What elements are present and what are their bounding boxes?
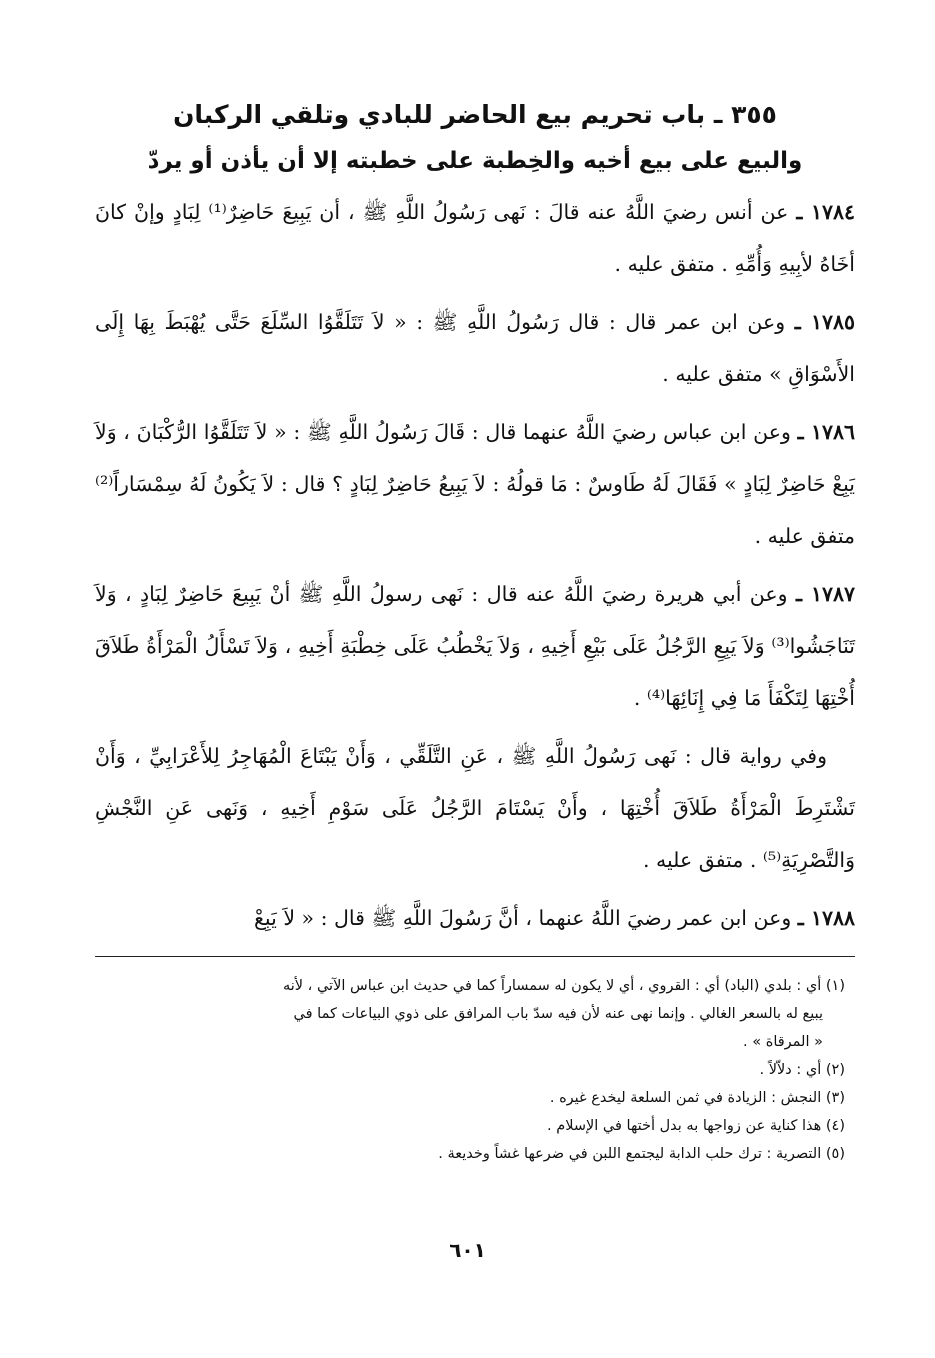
hadith-text: وفي رواية قال : نَهى رَسُولُ اللَّهِ ﷺ ، عَنِ التَّلَقِّي ، وَأَنْ يَبْتَاعَ الْمُهَاجِرُ لِلأَعْرَابِيِّ ، وَأَنْ تَشْتَرِطَ الْمَرْأَةُ طَلاَقَ أُخْتِهَا ، وأَنْ يَسْتَامَ الرَّجُلُ عَلَى سَوْمِ أَخِيهِ ، وَنَهى عَنِ النَّجْشِ وَالتَّصْرِيَةِ⁽⁵⁾ . متفق عليه . <box>95 744 855 872</box>
footnote-marker: (٣) <box>825 1090 845 1106</box>
hadith-text: وعن ابن عمر رضيَ اللَّهُ عنهما ، أنَّ رَسُولَ اللَّهِ ﷺ قال : « لاَ يَبِعْ <box>254 906 792 930</box>
footnote-2 <box>95 1056 845 1084</box>
hadith-1784 <box>95 186 855 290</box>
footnote-text-cont: يبيع له بالسعر الغالي . وإنما نهى عنه لأن فيه سدّ باب المرافق على ذوي البياعات كما في <box>293 1006 823 1022</box>
hadith-1787-variant <box>95 730 855 886</box>
hadith-text: عن أنس رضيَ اللَّهُ عنه قالَ : نَهى رَسُولُ اللَّهِ ﷺ ، أن يَبِيعَ حَاضِرٌ⁽¹⁾ لِبَادٍ وإنْ كانَ أخَاهُ لأبِيهِ وَأُمِّهِ . متفق عليه . <box>95 200 855 276</box>
footnote-marker: (٤) <box>825 1118 845 1134</box>
footnote-text: أي : دلاّلاً . <box>759 1062 822 1078</box>
hadith-1785 <box>95 296 855 400</box>
footnote-text: التصرية : ترك حلب الدابة ليجتمع اللبن في ضرعها غشاً وخديعة . <box>438 1146 822 1162</box>
footnote-5 <box>95 1140 845 1168</box>
footnote-3 <box>95 1084 845 1112</box>
hadith-1788 <box>95 892 855 944</box>
chapter-title-line1: ٣٥٥ ـ باب تحريم بيع الحاضر للبادي وتلقي الركبان <box>173 100 777 129</box>
hadith-number: ١٧٨٨ ـ <box>797 906 855 930</box>
footnote-text-cont: « المرقاة » . <box>743 1034 823 1050</box>
hadith-1786 <box>95 406 855 562</box>
footnote-4 <box>95 1112 845 1140</box>
page-number: ٦٠١ <box>449 1238 486 1262</box>
footnote-1 <box>95 972 845 1056</box>
hadith-1787 <box>95 568 855 724</box>
hadith-text: وعن ابن عمر قال : قال رَسُولُ اللَّهِ ﷺ : « لاَ تَتَلَقَّوُا السِّلَعَ حَتَّى يُهْبَطَ بِهَا إِلَى الأَسْوَاقِ » متفق عليه . <box>95 310 855 386</box>
footnote-marker: (٥) <box>825 1146 845 1162</box>
chapter-title-line2: والبيع على بيع أخيه والخِطبة على خطبته إلا أن يأذن أو يردّ <box>147 148 803 174</box>
page-body <box>95 92 855 950</box>
hadith-text: وعن أبي هريرة رضيَ اللَّهُ عنه قال : نَهى رسولُ اللَّهِ ﷺ أنْ يَبِيعَ حَاضِرٌ لِبَادٍ ، وَلاَ تَنَاجَشُوا⁽³⁾ وَلاَ يَبِعِ الرَّجُلُ عَلَى بَيْعِ أَخِيهِ ، وَلاَ يَخْطُبُ عَلَى خِطْبَةِ أَخِيهِ ، وَلاَ تَسْأَلُ الْمَرْأَةُ طَلاَقَ أُخْتِهَا لِتَكْفَأَ مَا فِي إِنَائِهَا⁽⁴⁾ . <box>95 582 855 710</box>
hadith-number: ١٧٨٧ ـ <box>795 582 855 606</box>
footnote-marker: (١) <box>825 978 845 994</box>
footnotes <box>95 972 845 1168</box>
hadith-text: وعن ابن عباس رضيَ اللَّهُ عنهما قال : قَالَ رَسُولُ اللَّهِ ﷺ : « لاَ تَتَلَقَّوُا الرُّكْبَانَ ، وَلاَ يَبِعْ حَاضِرٌ لِبَادٍ » فَقَالَ لَهُ طَاوسٌ : مَا قولُهُ : لاَ يَبِيعُ حَاضِرٌ لِبَادٍ ؟ قال : لاَ يَكُونُ لَهُ سِمْسَاراً⁽²⁾ متفق عليه . <box>95 420 855 548</box>
footnote-marker: (٢) <box>825 1062 845 1078</box>
footnote-text: هذا كناية عن زواجها به بدل أختها في الإسلام . <box>547 1118 822 1134</box>
footnote-text: النجش : الزيادة في ثمن السلعة ليخدع غيره . <box>549 1090 822 1106</box>
hadith-number: ١٧٨٤ ـ <box>796 200 855 224</box>
footnote-divider <box>95 956 855 957</box>
hadith-number: ١٧٨٥ ـ <box>794 310 855 334</box>
hadith-number: ١٧٨٦ ـ <box>797 420 855 444</box>
chapter-title <box>95 92 855 184</box>
footnote-text: أي : بلدي (الباد) أي : القروي ، أي لا يكون له سمساراً كما في حديث ابن عباس الآتي ، لأنه <box>282 978 822 994</box>
